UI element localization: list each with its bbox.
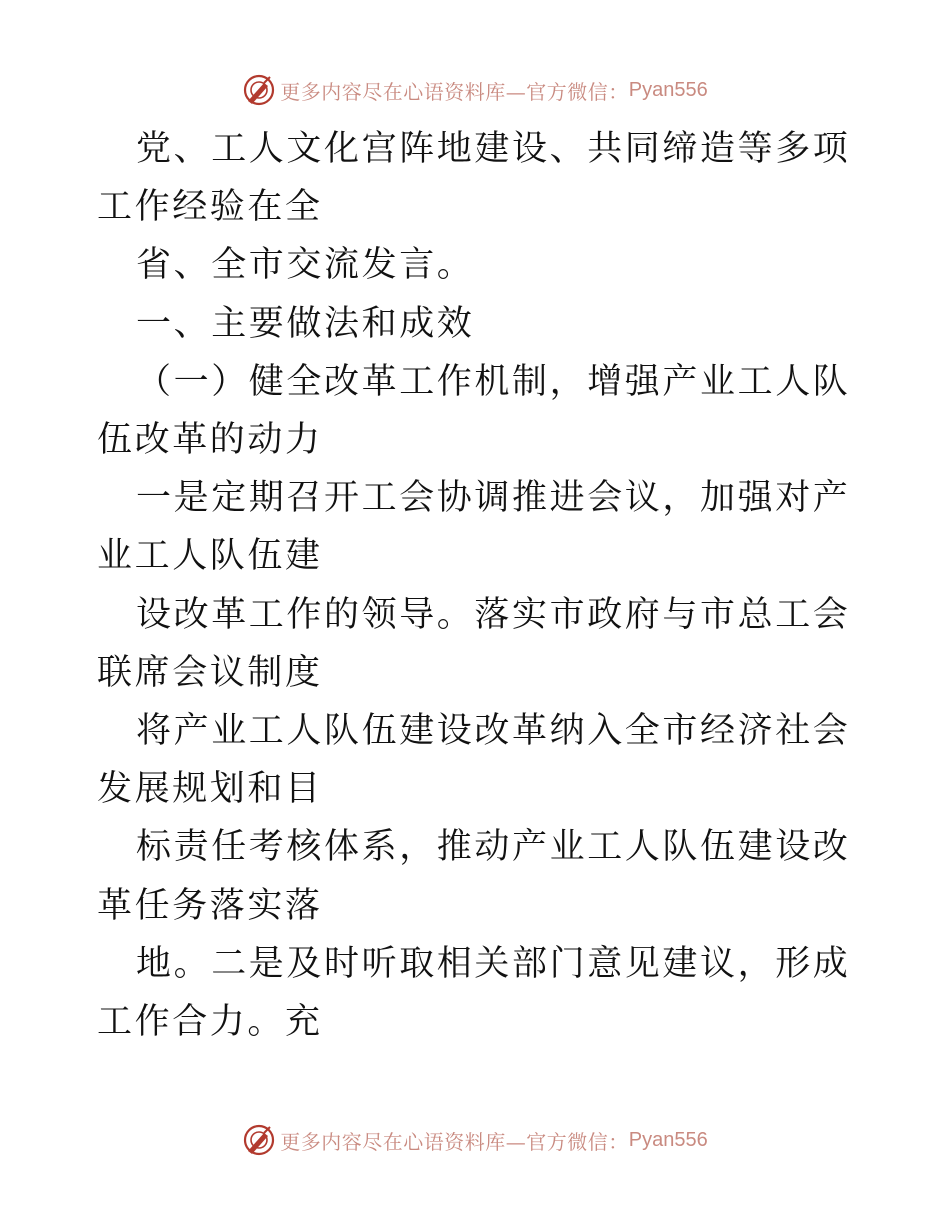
watermark-wechat-id: Pyan556 <box>628 78 708 101</box>
header-watermark <box>0 70 950 110</box>
paragraph: 一是定期召开工会协调推进会议，加强对产业工人队伍建 <box>97 478 851 577</box>
watermark-text: 更多内容尽在心语资料库—官方微信： <box>280 1129 629 1154</box>
paragraph: 标责任考核体系，推动产业工人队伍建设改革任务落实落 <box>97 827 851 926</box>
paragraph: 党、工人文化宫阵地建设、共同缔造等多项工作经验在全 <box>97 129 851 228</box>
paragraph: 省、全市交流发言。 <box>136 245 475 286</box>
paragraph: 地。二是及时听取相关部门意见建议，形成工作合力。充 <box>97 943 851 1043</box>
watermark-wechat-id: Pyan556 <box>628 1128 708 1151</box>
pen-logo-icon <box>242 1123 276 1157</box>
section-heading: 一、主要做法和成效 <box>136 303 475 344</box>
paragraph: 设改革工作的领导。落实市政府与市总工会联席会议制度 <box>97 594 851 693</box>
footer-watermark <box>0 1120 950 1160</box>
document-body <box>97 120 853 1051</box>
pen-logo-icon <box>242 73 276 107</box>
watermark-text: 更多内容尽在心语资料库—官方微信： <box>280 79 629 104</box>
subsection-heading: （一）健全改革工作机制，增强产业工人队伍改革的动力 <box>97 361 851 461</box>
paragraph: 将产业工人队伍建设改革纳入全市经济社会发展规划和目 <box>97 711 851 810</box>
